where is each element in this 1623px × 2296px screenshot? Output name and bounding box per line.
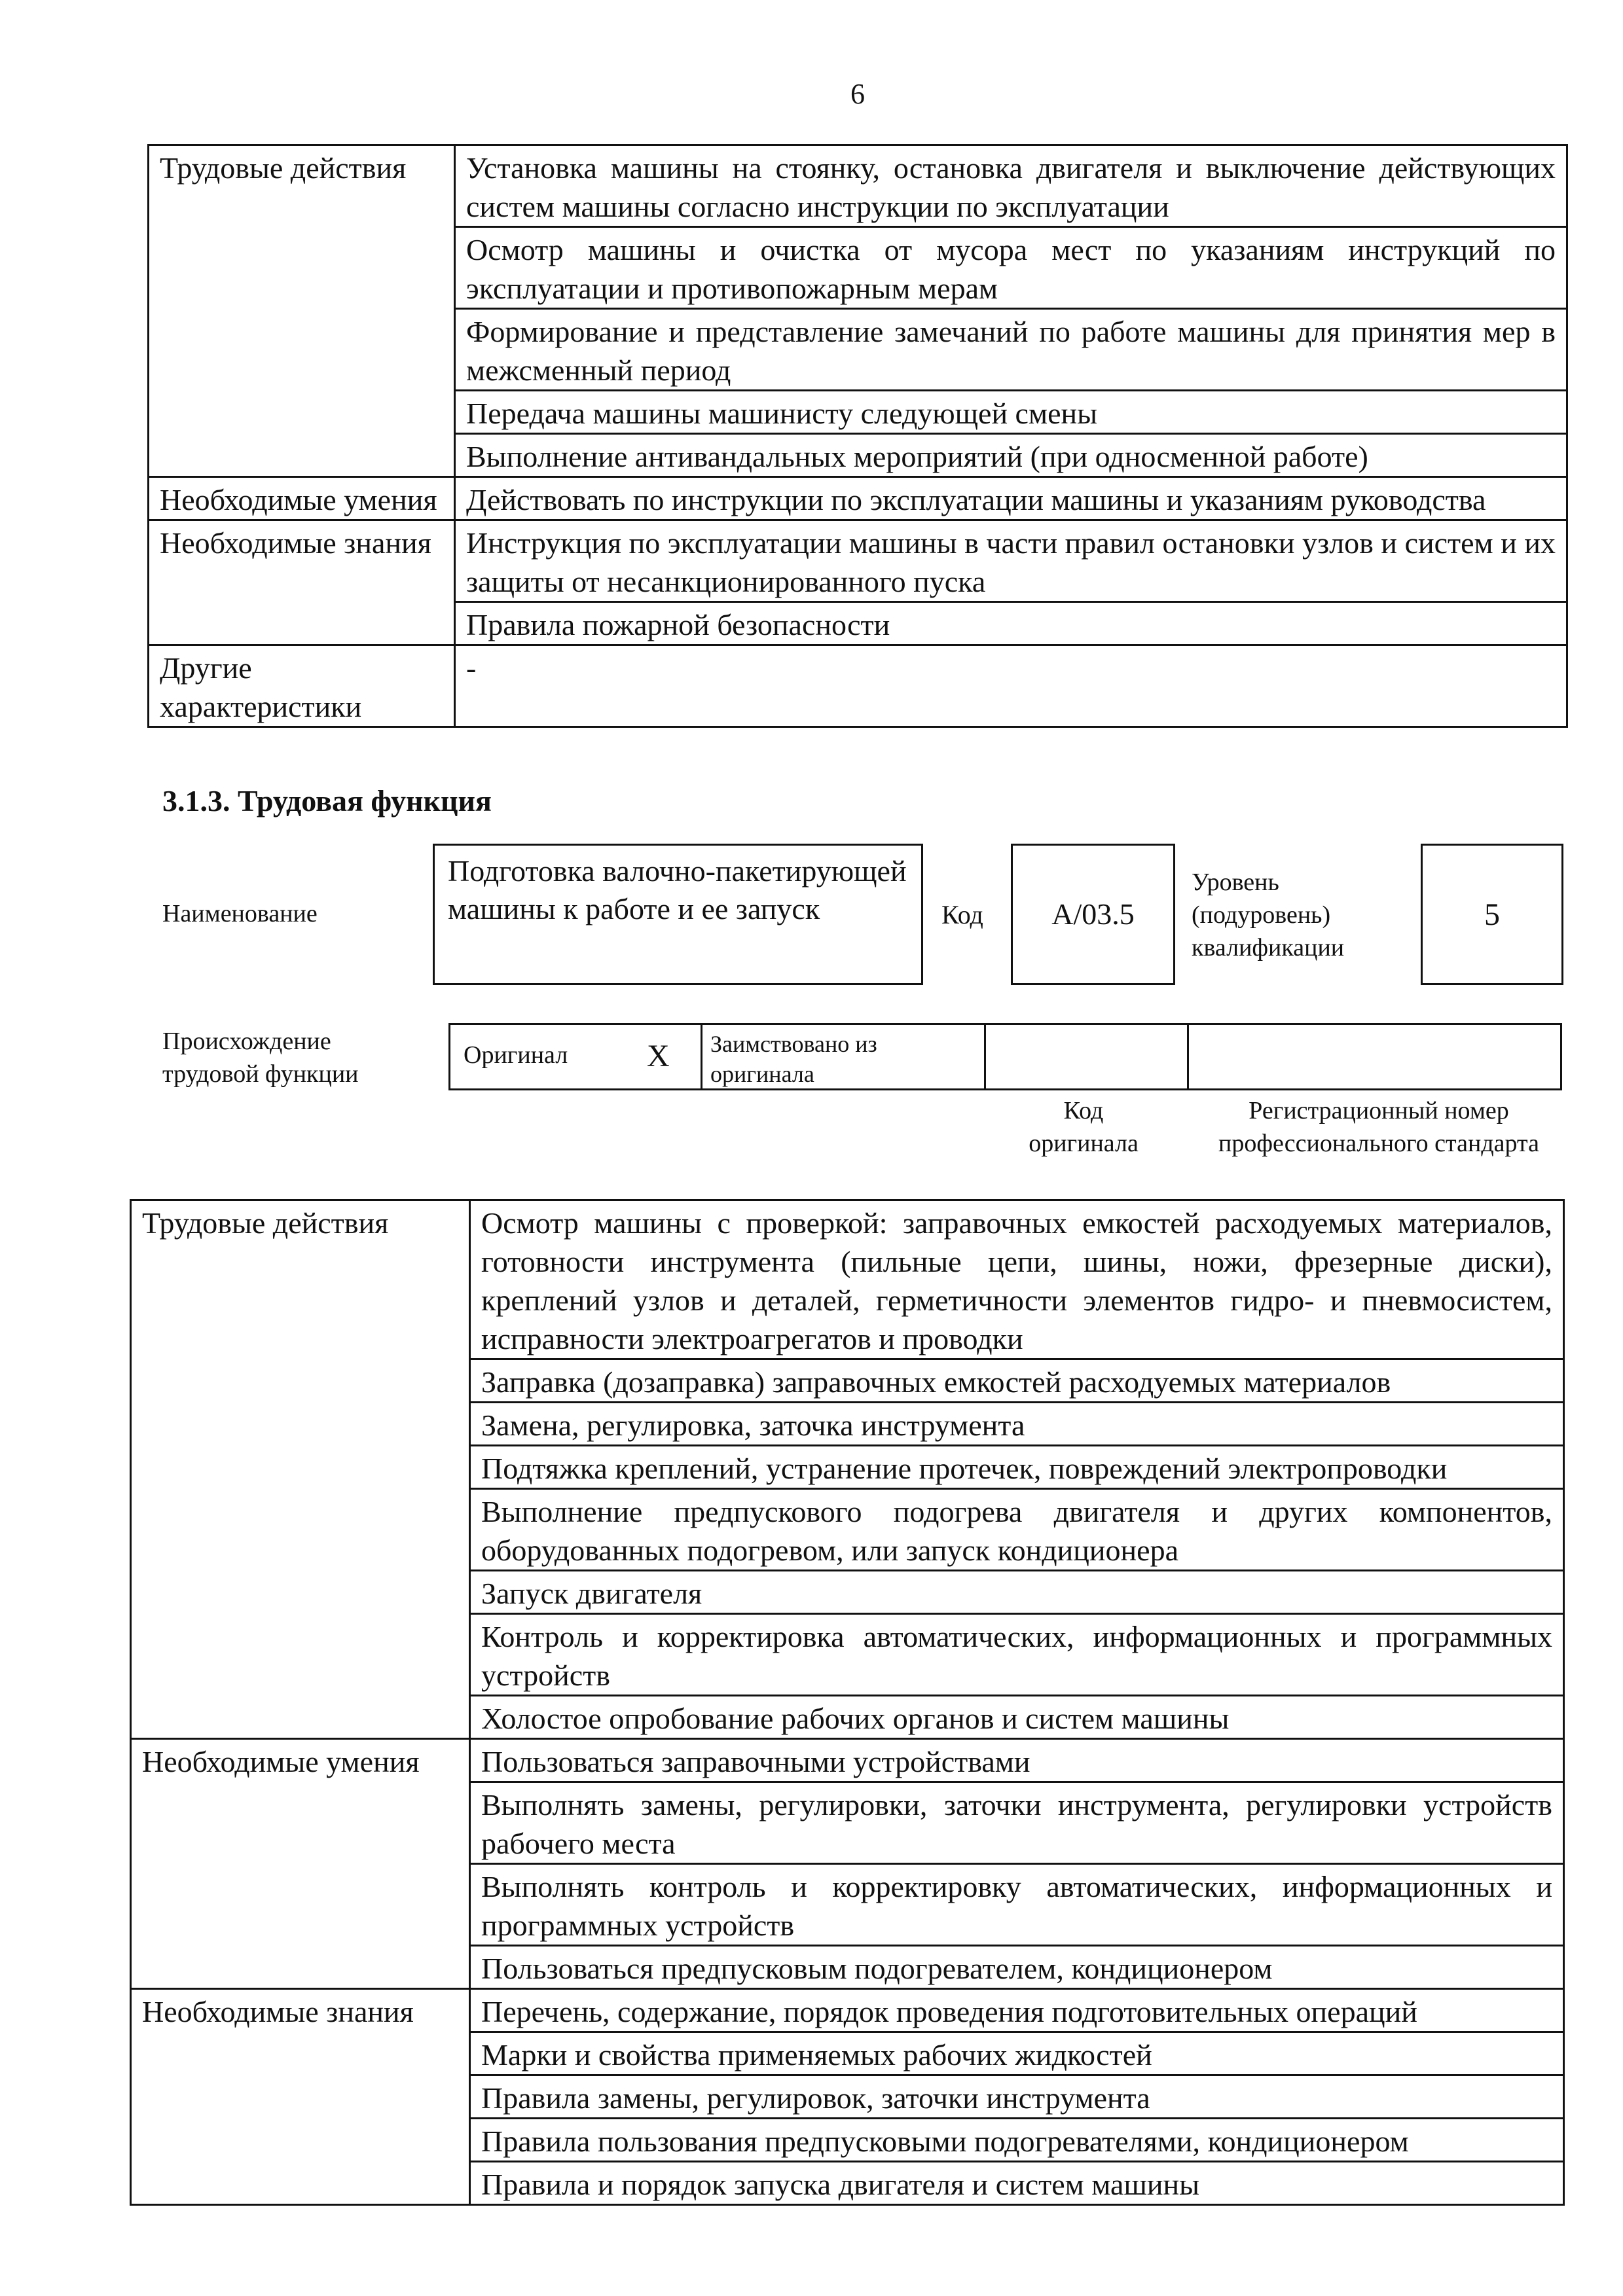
table-row	[131, 1989, 1564, 2032]
group-label: Необходимые умения	[131, 1739, 470, 1989]
table-row	[149, 645, 1567, 727]
labor-function-table	[130, 1199, 1565, 2206]
table-cell: -	[455, 645, 1567, 727]
original-label: Оригинал	[464, 1041, 568, 1069]
table-cell: Запуск двигателя	[470, 1571, 1564, 1614]
origin-row	[448, 1023, 1562, 1090]
table-cell: Осмотр машины и очистка от мусора мест по указаниям инструкций по эксплуатации и противопожарным мерам	[455, 227, 1567, 309]
table-cell: Марки и свойства применяемых рабочих жидкостей	[470, 2032, 1564, 2075]
table-row	[131, 1739, 1564, 1782]
reg-number-cell	[1189, 1025, 1562, 1088]
table-cell: Пользоваться заправочными устройствами	[470, 1739, 1564, 1782]
table-cell: Правила замены, регулировок, заточки инструмента	[470, 2075, 1564, 2119]
section-title: 3.1.3. Трудовая функция	[162, 784, 492, 817]
table-row	[149, 520, 1567, 602]
group-label: Необходимые знания	[149, 520, 455, 645]
table-cell: Правила пользования предпусковыми подогревателями, кондиционером	[470, 2119, 1564, 2162]
table-row	[149, 477, 1567, 520]
table-cell: Правила пожарной безопасности	[455, 602, 1567, 645]
table-cell: Выполнение предпускового подогрева двигателя и других компонентов, оборудованных подогревом, или запуск кондиционера	[470, 1489, 1564, 1571]
table-cell: Замена, регулировка, заточка инструмента	[470, 1403, 1564, 1446]
code-value-box	[1011, 844, 1175, 985]
table-cell: Выполнение антивандальных мероприятий (при односменной работе)	[455, 434, 1567, 477]
group-label: Трудовые действия	[131, 1200, 470, 1739]
table-row	[149, 145, 1567, 227]
table-cell: Передача машины машинисту следующей смены	[455, 391, 1567, 434]
table-cell: Холостое опробование рабочих органов и систем машины	[470, 1696, 1564, 1739]
reg-number-caption: Регистрационный номер профессионального стандарта	[1218, 1097, 1539, 1157]
group-label: Необходимые знания	[131, 1989, 470, 2205]
group-label: Другие характеристики	[149, 645, 455, 727]
code-label: Код	[941, 900, 983, 929]
level-label: Уровень (подуровень) квалификации	[1192, 869, 1345, 961]
table-cell: Формирование и представление замечаний по работе машины для принятия мер в межсменный период	[455, 309, 1567, 391]
table-cell: Выполнять контроль и корректировку автоматических, информационных и программных устройств	[470, 1864, 1564, 1946]
table-cell: Заправка (дозаправка) заправочных емкостей расходуемых материалов	[470, 1359, 1564, 1403]
code-original-caption: Код оригинала	[1029, 1097, 1139, 1157]
table-cell: Установка машины на стоянку, остановка двигателя и выключение действующих систем машины согласно инструкции по эксплуатации	[455, 145, 1567, 227]
borrowed-label: Заимствовано из оригинала	[710, 1031, 877, 1087]
group-label: Трудовые действия	[149, 145, 455, 477]
table-cell: Пользоваться предпусковым подогревателем, кондиционером	[470, 1946, 1564, 1989]
table-cell: Действовать по инструкции по эксплуатации машины и указаниям руководства	[455, 477, 1567, 520]
name-value: Подготовка валочно-пакетирующей машины к работе и ее запуск	[448, 854, 907, 925]
table-row	[131, 1200, 1564, 1359]
table-cell: Подтяжка креплений, устранение протечек, повреждений электропроводки	[470, 1446, 1564, 1489]
table-cell: Контроль и корректировка автоматических, информационных и программных устройств	[470, 1614, 1564, 1696]
table-cell: Осмотр машины с проверкой: заправочных емкостей расходуемых материалов, готовности инструмента (пильные цепи, шины, ножи, фрезерные диски), креплений узлов и деталей, герметичности элементов гидро- и пневмосистем, исправности электроагрегатов и проводки	[470, 1200, 1564, 1359]
page-number: 6	[850, 78, 865, 110]
name-label: Наименование	[162, 900, 318, 927]
code-value: A/03.5	[1051, 897, 1135, 931]
labor-function-table-continued	[147, 144, 1568, 728]
original-mark: X	[647, 1039, 670, 1073]
name-value-box	[433, 844, 923, 985]
level-value: 5	[1484, 897, 1500, 932]
code-original-cell	[986, 1025, 1189, 1088]
table-cell: Перечень, содержание, порядок проведения подготовительных операций	[470, 1989, 1564, 2032]
origin-label: Происхождение трудовой функции	[162, 1028, 359, 1088]
table-cell: Правила и порядок запуска двигателя и систем машины	[470, 2162, 1564, 2205]
table-cell: Выполнять замены, регулировки, заточки инструмента, регулировки устройств рабочего места	[470, 1782, 1564, 1864]
borrowed-cell	[702, 1025, 986, 1088]
original-cell	[450, 1025, 702, 1088]
table-cell: Инструкция по эксплуатации машины в части правил остановки узлов и систем и их защиты от несанкционированного пуска	[455, 520, 1567, 602]
group-label: Необходимые умения	[149, 477, 455, 520]
level-value-box	[1421, 844, 1563, 985]
